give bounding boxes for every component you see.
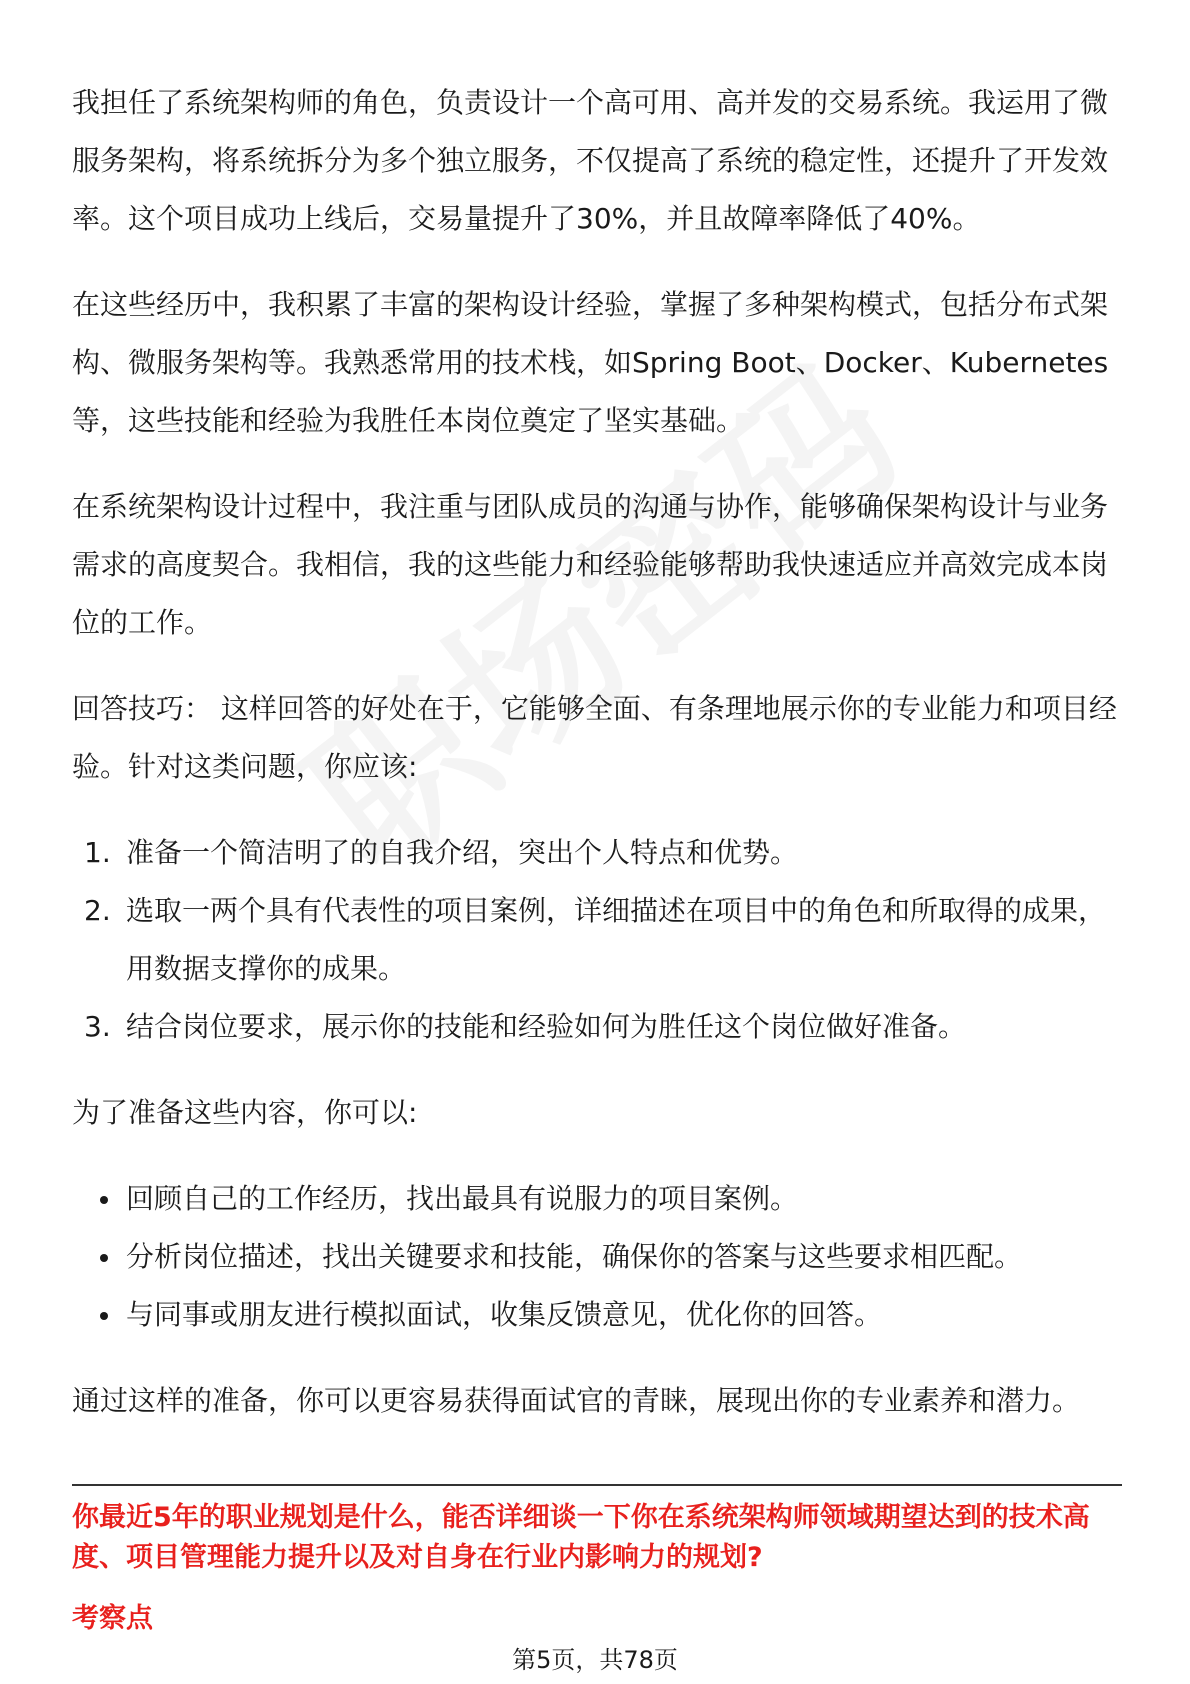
list-item <box>72 1228 1122 1286</box>
paragraph-collaboration: 在系统架构设计过程中，我注重与团队成员的沟通与协作，能够确保架构设计与业务需求的高度契合。我相信，我的这些能力和经验能够帮助我快速适应并高效完成本岗位的工作。 <box>72 490 1109 639</box>
paragraph-conclusion: 通过这样的准备，你可以更容易获得面试官的青睐，展现出你的专业素养和潜力。 <box>72 1384 1081 1417</box>
list-item-text: 选取一两个具有代表性的项目案例，详细描述在项目中的角色和所取得的成果，用数据支撑你的成果。 <box>126 894 1107 985</box>
list-number: 2. <box>84 894 111 927</box>
paragraph-experience: 我担任了系统架构师的角色，负责设计一个高可用、高并发的交易系统。我运用了微服务架构，将系统拆分为多个独立服务，不仅提高了系统的稳定性，还提升了开发效率。这个项目成功上线后，交易量提升了30%，并且故障率降低了40%。 <box>72 86 1109 235</box>
list-number: 1. <box>84 836 111 869</box>
list-item <box>72 1170 1122 1228</box>
section-label: 考察点 <box>72 1603 153 1634</box>
bullet-icon <box>100 1254 108 1262</box>
bullet-icon <box>100 1312 108 1320</box>
list-item <box>72 1286 1122 1344</box>
numbered-list <box>72 824 1122 1056</box>
question-heading: 你最近5年的职业规划是什么，能否详细谈一下你在系统架构师领域期望达到的技术高度、项目管理能力提升以及对自身在行业内影响力的规划? <box>72 1502 1090 1573</box>
answer-body <box>72 74 1122 1458</box>
list-item-text: 回顾自己的工作经历，找出最具有说服力的项目案例。 <box>126 1182 799 1215</box>
section-divider <box>72 1484 1122 1486</box>
paragraph-answer-tips: 回答技巧： 这样回答的好处在于，它能够全面、有条理地展示你的专业能力和项目经验。针对这类问题，你应该: <box>72 692 1117 783</box>
paragraph-skills: 在这些经历中，我积累了丰富的架构设计经验，掌握了多种架构模式，包括分布式架构、微服务架构等。我熟悉常用的技术栈，如Spring Boot、Docker、Kubernetes等，这些技能和经验为我胜任本岗位奠定了坚实基础。 <box>72 288 1109 437</box>
list-item <box>72 824 1122 882</box>
list-item-text: 与同事或朋友进行模拟面试，收集反馈意见，优化你的回答。 <box>126 1298 883 1331</box>
list-item <box>72 882 1122 998</box>
list-item-text: 结合岗位要求，展示你的技能和经验如何为胜任这个岗位做好准备。 <box>126 1010 967 1043</box>
list-item <box>72 998 1122 1056</box>
paragraph-prep-intro: 为了准备这些内容，你可以: <box>72 1096 418 1129</box>
bullet-icon <box>100 1196 108 1204</box>
page-footer: 第5页，共78页 <box>512 1646 678 1674</box>
bullet-list <box>72 1170 1122 1344</box>
list-number: 3. <box>84 1010 111 1043</box>
list-item-text: 准备一个简洁明了的自我介绍，突出个人特点和优势。 <box>126 836 799 869</box>
list-item-text: 分析岗位描述，找出关键要求和技能，确保你的答案与这些要求相匹配。 <box>126 1240 1023 1273</box>
